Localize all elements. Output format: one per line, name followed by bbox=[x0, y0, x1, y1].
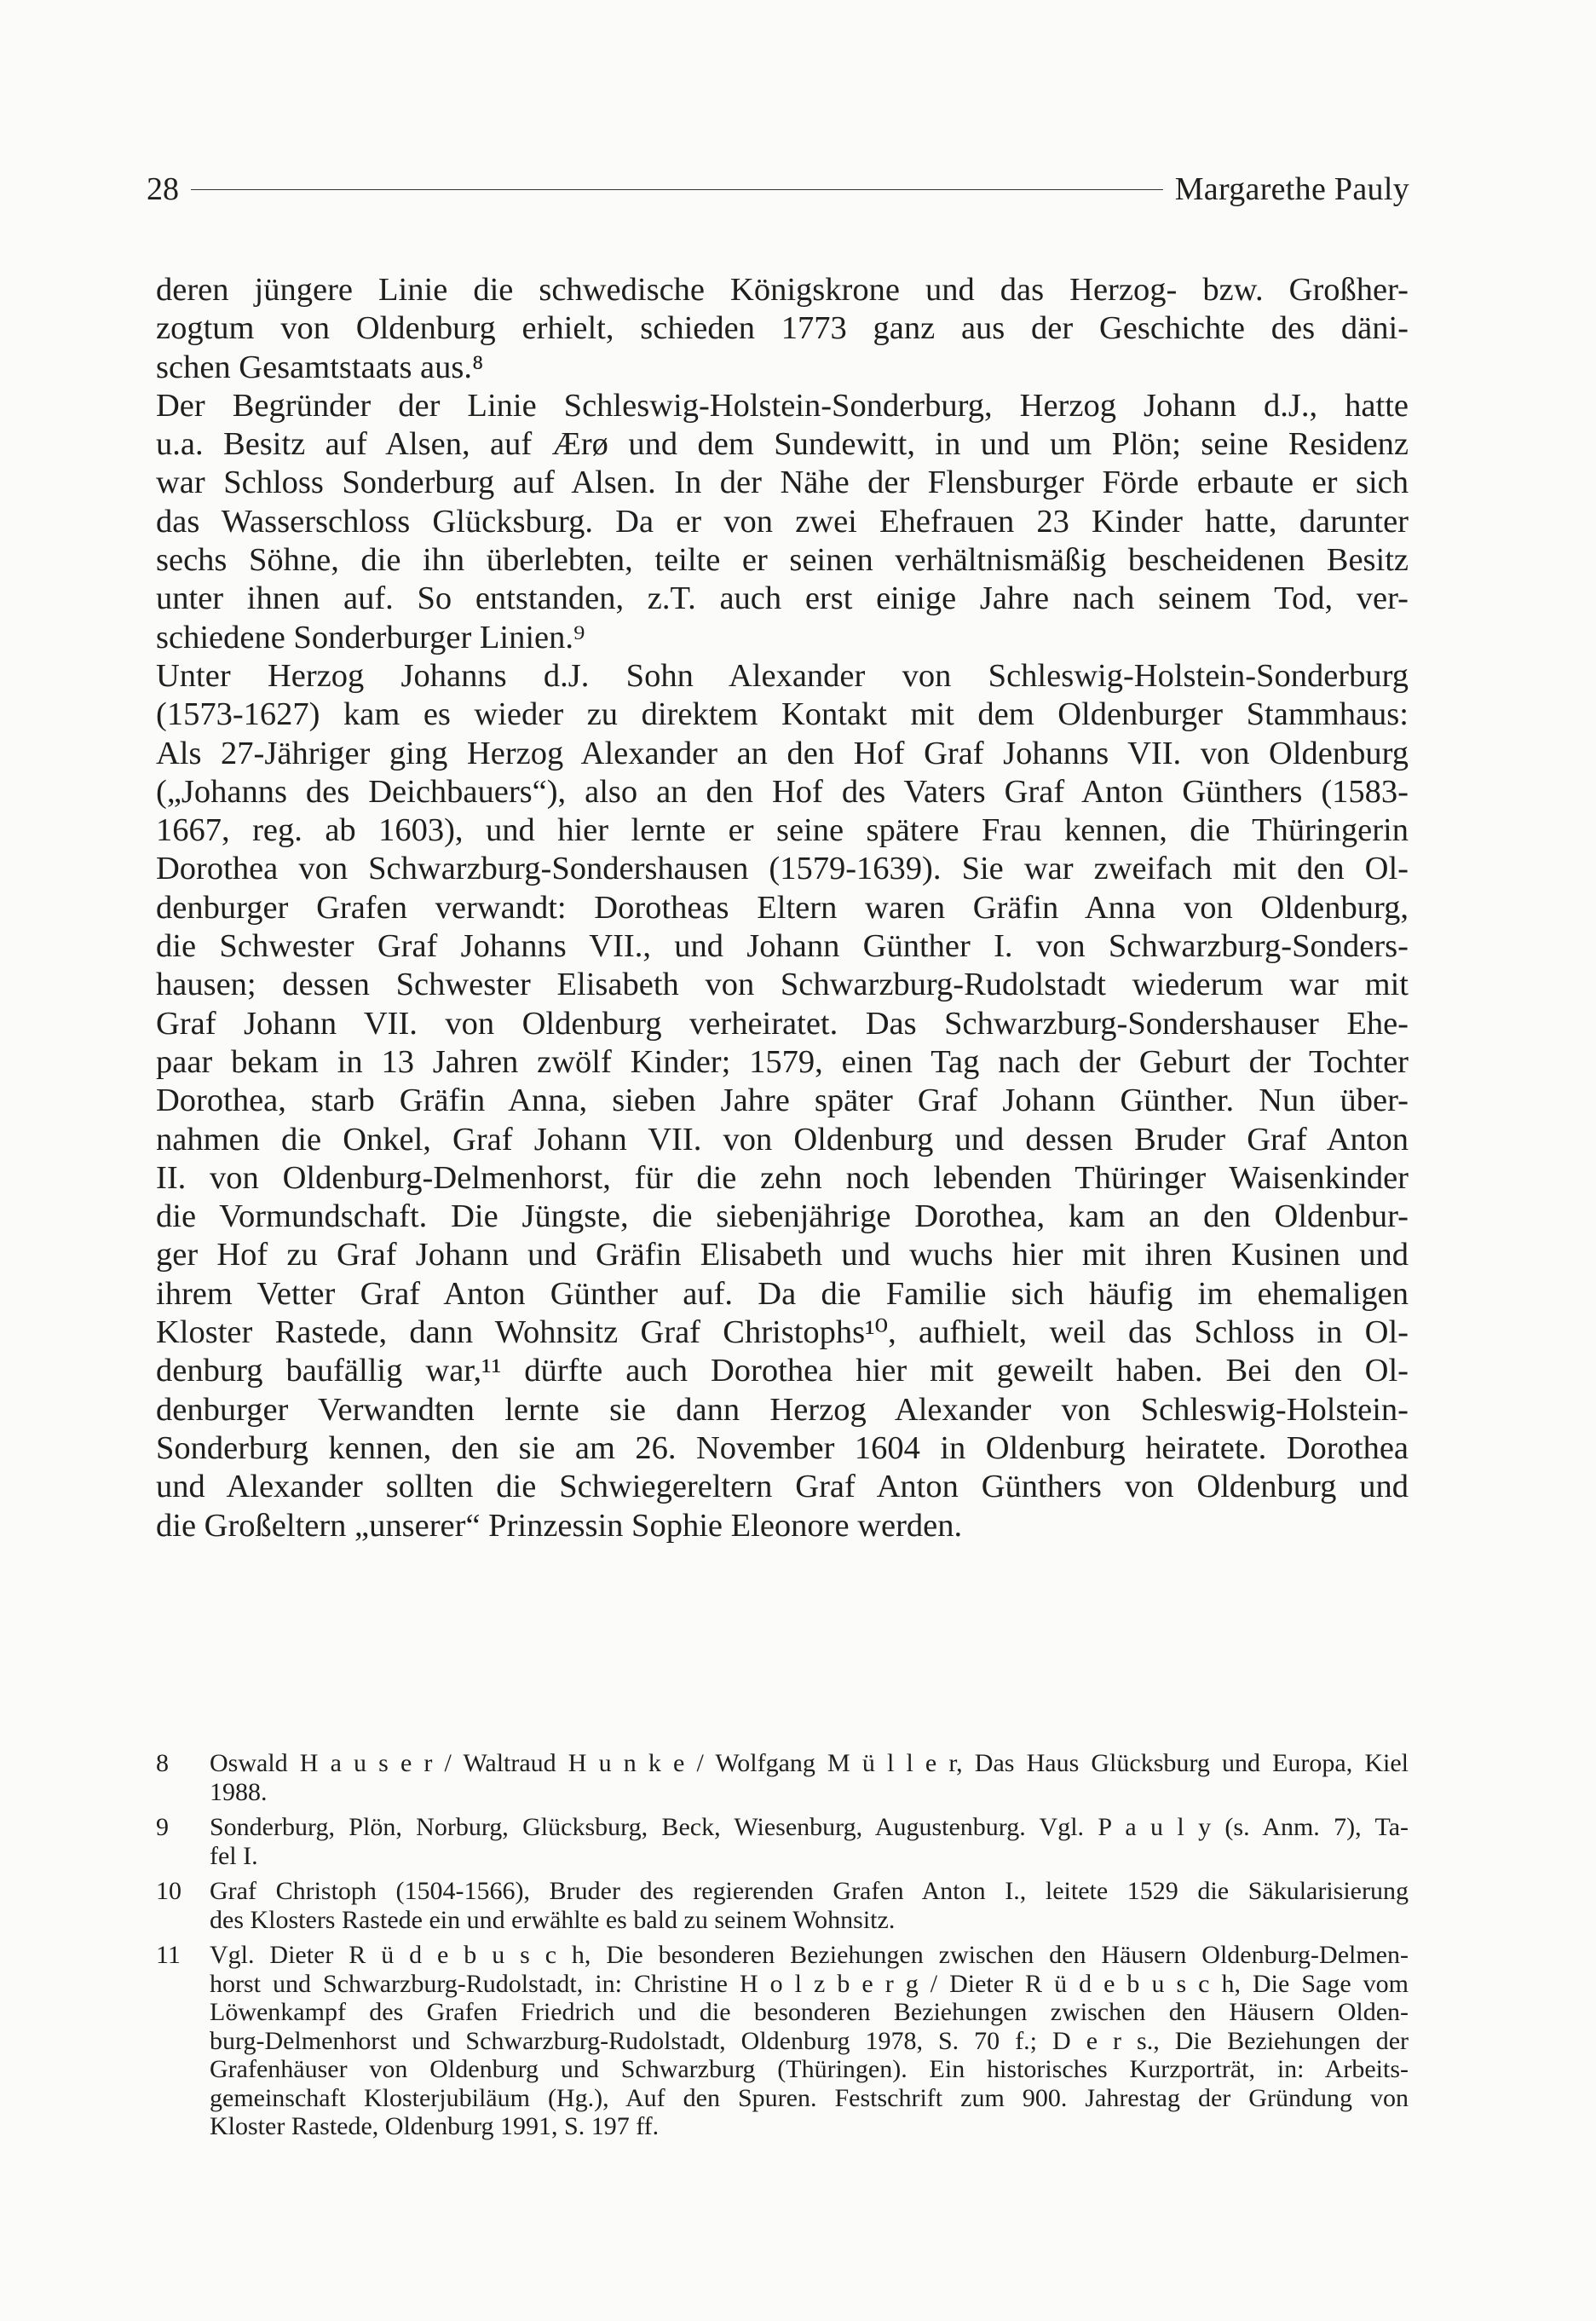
body-paragraph bbox=[156, 657, 1409, 1545]
text-line: schen Gesamtstaats aus.⁸ bbox=[156, 349, 484, 385]
text-line: nahmen die Onkel, Graf Johann VII. von Oldenburg und dessen Bruder Graf Anton bbox=[156, 1121, 1409, 1158]
footnote-number: 8 bbox=[156, 1749, 169, 1777]
footnote-line: Oswald H a u s e r / Waltraud H u n k e / Wolfgang M ü l l e r, Das Haus Glücksburg und Europa, Kiel bbox=[210, 1749, 1409, 1777]
footnote-line: Vgl. Dieter R ü d e b u s c h, Die besonderen Beziehungen zwischen den Häusern Oldenburg-Delmen- bbox=[210, 1941, 1409, 1969]
text-line: zogtum von Oldenburg erhielt, schieden 1773 ganz aus der Geschichte des däni- bbox=[156, 310, 1409, 347]
page-number: 28 bbox=[147, 171, 179, 207]
footnote-line: 1988. bbox=[210, 1777, 268, 1806]
running-header bbox=[147, 167, 1409, 211]
footnote-line: Kloster Rastede, Oldenburg 1991, S. 197 ff. bbox=[210, 2112, 660, 2140]
text-line: ger Hof zu Graf Johann und Gräfin Elisabeth und wuchs hier mit ihren Kusinen und bbox=[156, 1237, 1409, 1273]
footnote bbox=[156, 1749, 1409, 1806]
text-line: und Alexander sollten die Schwiegereltern Graf Anton Günthers von Oldenburg und bbox=[156, 1469, 1409, 1505]
body-paragraph bbox=[156, 271, 1409, 387]
text-line: denburger Grafen verwandt: Dorotheas Eltern waren Gräfin Anna von Oldenburg, bbox=[156, 889, 1409, 926]
footnote-line: horst und Schwarzburg-Rudolstadt, in: Christine H o l z b e r g / Dieter R ü d e b u s c h, Die Sage vom bbox=[210, 1969, 1409, 1998]
text-line: Kloster Rastede, dann Wohnsitz Graf Christophs¹⁰, aufhielt, weil das Schloss in Ol- bbox=[156, 1314, 1409, 1351]
footnote-line: Graf Christoph (1504-1566), Bruder des regierenden Grafen Anton I., leitete 1529 die Säkularisierung bbox=[210, 1877, 1409, 1905]
text-line: hausen; dessen Schwester Elisabeth von Schwarzburg-Rudolstadt wiederum war mit bbox=[156, 967, 1409, 1003]
text-line: Sonderburg kennen, den sie am 26. November 1604 in Oldenburg heiratete. Dorothea bbox=[156, 1429, 1409, 1466]
footnote-line: burg-Delmenhorst und Schwarzburg-Rudolstadt, Oldenburg 1978, S. 70 f.; D e r s., Die Beziehungen der bbox=[210, 2026, 1409, 2055]
text-line: Graf Johann VII. von Oldenburg verheiratet. Das Schwarzburg-Sondershauser Ehe- bbox=[156, 1005, 1409, 1042]
footnote-line: Löwenkampf des Grafen Friedrich und die besonderen Beziehungen zwischen den Häusern Olden- bbox=[210, 1998, 1409, 2026]
text-line: deren jüngere Linie die schwedische Königskrone und das Herzog- bzw. Großher- bbox=[156, 272, 1409, 308]
text-line: denburger Verwandten lernte sie dann Herzog Alexander von Schleswig-Holstein- bbox=[156, 1391, 1409, 1428]
text-line: denburg baufällig war,¹¹ dürfte auch Dorothea hier mit geweilt haben. Bei den Ol- bbox=[156, 1353, 1409, 1389]
text-line: ihrem Vetter Graf Anton Günther auf. Da die Familie sich häufig im ehemaligen bbox=[156, 1275, 1409, 1312]
text-line: die Großeltern „unserer“ Prinzessin Sophie Eleonore werden. bbox=[156, 1507, 963, 1544]
footnote bbox=[156, 1813, 1409, 1870]
text-line: die Vormundschaft. Die Jüngste, die siebenjährige Dorothea, kam an den Oldenbur- bbox=[156, 1198, 1409, 1235]
text-line: II. von Oldenburg-Delmenhorst, für die zehn noch lebenden Thüringer Waisenkinder bbox=[156, 1159, 1409, 1196]
text-line: paar bekam in 13 Jahren zwölf Kinder; 1579, einen Tag nach der Geburt der Tochter bbox=[156, 1043, 1409, 1080]
text-line: sechs Söhne, die ihn überlebten, teilte er seinen verhältnismäßig bescheidenen Besitz bbox=[156, 542, 1409, 579]
footnote-line: Sonderburg, Plön, Norburg, Glücksburg, Beck, Wiesenburg, Augustenburg. Vgl. P a u l y (s. Anm. 7), Ta- bbox=[210, 1813, 1409, 1841]
text-line: schiedene Sonderburger Linien.⁹ bbox=[156, 619, 585, 655]
body-paragraph bbox=[156, 387, 1409, 657]
footnote-line: Grafenhäuser von Oldenburg und Schwarzburg (Thüringen). Ein historisches Kurzporträt, in: Arbeits- bbox=[210, 2055, 1409, 2083]
footnote-text bbox=[210, 1941, 1409, 2141]
text-line: war Schloss Sonderburg auf Alsen. In der Nähe der Flensburger Förde erbaute er sich bbox=[156, 465, 1409, 501]
footnote-number: 11 bbox=[156, 1941, 181, 1969]
footnotes bbox=[156, 1749, 1409, 2148]
footnote-text bbox=[210, 1877, 1409, 1934]
text-line: Unter Herzog Johanns d.J. Sohn Alexander von Schleswig-Holstein-Sonderburg bbox=[156, 657, 1409, 694]
footnote-line: gemeinschaft Klosterjubiläum (Hg.), Auf den Spuren. Festschrift zum 900. Jahrestag der Gründung von bbox=[210, 2083, 1409, 2112]
text-line: u.a. Besitz auf Alsen, auf Ærø und dem Sundewitt, in und um Plön; seine Residenz bbox=[156, 426, 1409, 463]
text-line: Dorothea, starb Gräfin Anna, sieben Jahre später Graf Johann Günther. Nun über- bbox=[156, 1083, 1409, 1119]
footnote bbox=[156, 1941, 1409, 2141]
footnote-number: 10 bbox=[156, 1877, 181, 1905]
body-text bbox=[156, 271, 1409, 1545]
footnote-line: des Klosters Rastede ein und erwählte es bald zu seinem Wohnsitz. bbox=[210, 1905, 896, 1934]
running-title: Margarethe Pauly bbox=[1174, 171, 1409, 207]
text-line: Als 27-Jähriger ging Herzog Alexander an den Hof Graf Johanns VII. von Oldenburg bbox=[156, 735, 1409, 771]
text-line: (1573-1627) kam es wieder zu direktem Kontakt mit dem Oldenburger Stammhaus: bbox=[156, 696, 1409, 733]
text-line: („Johanns des Deichbauers“), also an den Hof des Vaters Graf Anton Günthers (1583- bbox=[156, 773, 1409, 810]
footnote-text bbox=[210, 1813, 1409, 1870]
text-line: die Schwester Graf Johanns VII., und Johann Günther I. von Schwarzburg-Sonders- bbox=[156, 928, 1409, 965]
footnote-text bbox=[210, 1749, 1409, 1806]
text-line: unter ihnen auf. So entstanden, z.T. auch erst einige Jahre nach seinem Tod, ver- bbox=[156, 580, 1409, 617]
footnote-number: 9 bbox=[156, 1813, 169, 1841]
header-rule bbox=[191, 189, 1163, 190]
footnote bbox=[156, 1877, 1409, 1934]
text-line: das Wasserschloss Glücksburg. Da er von zwei Ehefrauen 23 Kinder hatte, darunter bbox=[156, 503, 1409, 540]
text-line: 1667, reg. ab 1603), und hier lernte er seine spätere Frau kennen, die Thüringerin bbox=[156, 812, 1409, 849]
text-line: Der Begründer der Linie Schleswig-Holstein-Sonderburg, Herzog Johann d.J., hatte bbox=[156, 387, 1409, 424]
footnote-line: fel I. bbox=[210, 1841, 258, 1870]
text-line: Dorothea von Schwarzburg-Sondershausen (1579-1639). Sie war zweifach mit den Ol- bbox=[156, 851, 1409, 887]
